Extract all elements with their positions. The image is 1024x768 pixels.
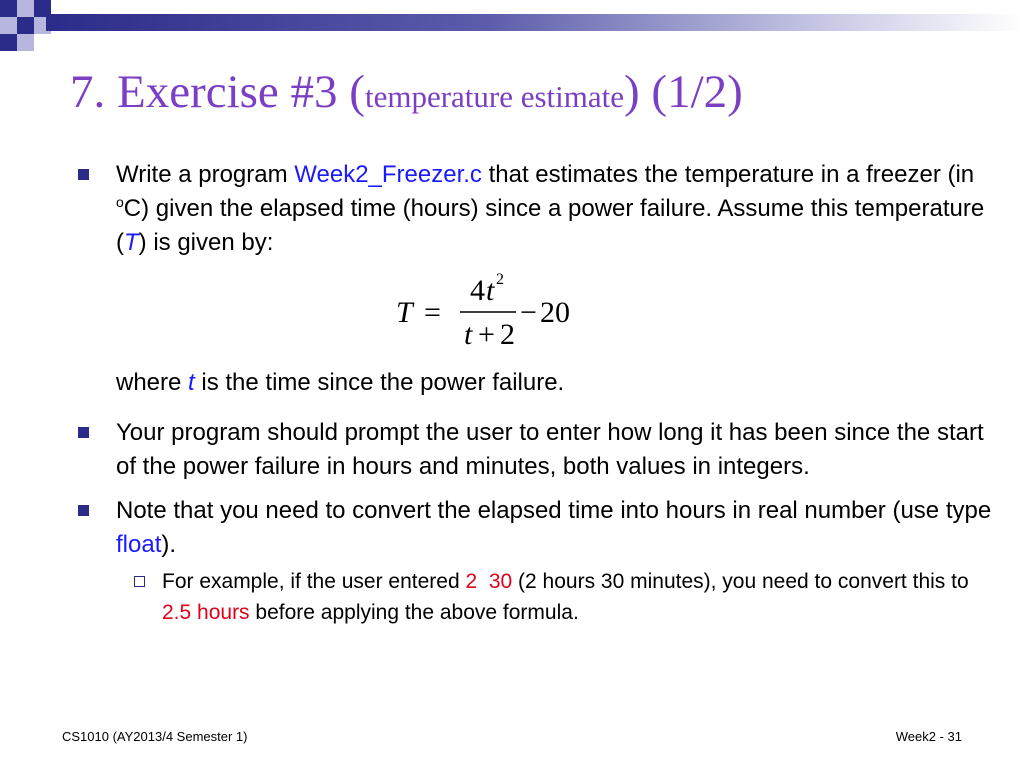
example-text-a: For example, if the user entered (162, 570, 466, 593)
where-line (78, 366, 998, 400)
slide-title (70, 62, 743, 127)
formula-num-var: t (486, 274, 495, 307)
title-prefix: 7. Exercise #3 ( (70, 66, 365, 118)
deco-square (17, 17, 34, 34)
deco-square (17, 34, 34, 51)
formula-minus: − (520, 296, 537, 329)
formula-den-var: t (464, 318, 473, 351)
bullet-1 (78, 158, 998, 260)
hollow-square-bullet-icon (134, 576, 145, 587)
bullet-3 (78, 494, 998, 562)
float-type: float (116, 531, 162, 558)
program-filename: Week2_Freezer.c (294, 161, 482, 188)
formula-num-coef: 4 (470, 274, 485, 307)
title-subtopic: temperature estimate (364, 79, 625, 114)
header-gradient-bar (46, 14, 1024, 31)
sub-bullet-example (78, 566, 998, 628)
formula-graphic (388, 270, 588, 360)
example-text-c: before applying the above formula. (249, 601, 579, 624)
bullet-3-text-a: Note that you need to convert the elapsed time into hours in real number (use type (116, 497, 992, 524)
formula-const: 20 (540, 296, 570, 329)
example-text-b: (2 hours 30 minutes), you need to convert this to (512, 570, 969, 593)
degree-superscript: o (116, 194, 124, 210)
slide-body (78, 158, 998, 628)
square-bullet-icon (78, 169, 89, 180)
deco-square (0, 0, 17, 17)
formula-equals: = (424, 296, 441, 329)
time-variable: t (188, 369, 195, 396)
footer-course: CS1010 (AY2013/4 Semester 1) (62, 729, 248, 744)
example-minutes: 30 (488, 570, 513, 593)
temperature-formula (78, 270, 998, 362)
formula-num-exponent: 2 (496, 271, 504, 288)
formula-lhs: T (396, 296, 413, 329)
square-bullet-icon (78, 427, 89, 438)
title-suffix: ) (1/2) (624, 66, 743, 118)
deco-square (17, 0, 34, 17)
deco-square (0, 17, 17, 34)
bullet-1-text-d: ) is given by: (138, 229, 274, 256)
temperature-variable: T (124, 229, 139, 256)
bullet-2 (78, 416, 998, 484)
example-result: 2.5 hours (162, 601, 250, 624)
bullet-1-text-c: C) given the elapsed time (hours) since a power failure. Assume this temperature ( (116, 195, 985, 256)
where-text-a: where (116, 369, 189, 396)
square-bullet-icon (78, 505, 89, 516)
bullet-1-text-a: Write a program (116, 161, 295, 188)
deco-square (0, 34, 17, 51)
where-text-b: is the time since the power failure. (194, 369, 565, 396)
formula-den-const: 2 (500, 318, 515, 351)
formula-den-plus: + (478, 318, 495, 351)
bullet-2-text: Your program should prompt the user to enter how long it has been since the start of the power failure in hours and minutes, both values in integers. (116, 419, 984, 480)
bullet-3-text-b: ). (161, 531, 177, 558)
example-hours: 2 (465, 570, 478, 593)
bullet-1-text-b: that estimates the temperature in a freezer (in (481, 161, 975, 188)
footer-page-number: Week2 - 31 (895, 729, 962, 744)
